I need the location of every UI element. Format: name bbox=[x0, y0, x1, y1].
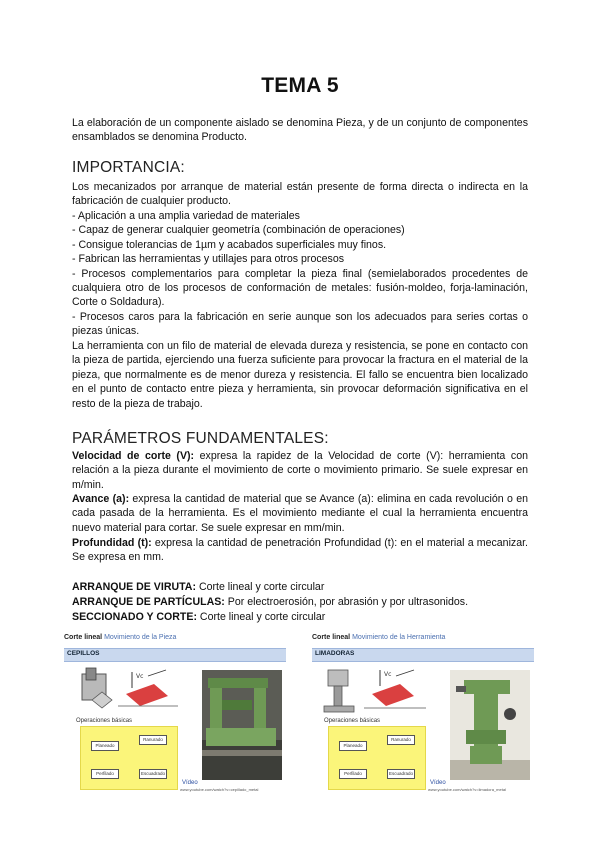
figure-bar bbox=[64, 648, 286, 662]
param-avance bbox=[72, 492, 528, 535]
video-link[interactable]: Vídeo bbox=[182, 780, 198, 786]
figure-cepillos bbox=[64, 634, 286, 794]
tipo-term: ARRANQUE DE VIRUTA: bbox=[72, 581, 196, 593]
list-item: - Fabrican las herramientas y utillajes para otros procesos bbox=[72, 253, 345, 266]
param-velocidad bbox=[72, 449, 528, 492]
cepillo-machine-photo bbox=[202, 670, 282, 780]
tipo-term: SECCIONADO Y CORTE: bbox=[72, 611, 197, 623]
figure-header bbox=[312, 634, 445, 641]
ops-box bbox=[80, 726, 178, 790]
svg-text:Vc: Vc bbox=[384, 671, 392, 678]
importancia-list bbox=[72, 209, 528, 339]
op-thumb: Ranurado bbox=[139, 735, 167, 745]
figure-header-motion: Movimiento de la Herramienta bbox=[352, 634, 446, 641]
op-thumb: Planeado bbox=[91, 741, 119, 751]
ops-label: Operaciones básicas bbox=[324, 718, 381, 724]
importancia-lead: Los mecanizados por arranque de material están presente de forma directa o indirecta en la fabricación de cualquier producto. bbox=[72, 181, 528, 208]
param-avance-term: Avance (a): bbox=[72, 493, 130, 505]
tipo-term: ARRANQUE DE PARTÍCULAS: bbox=[72, 596, 225, 608]
op-thumb: Planeado bbox=[339, 741, 367, 751]
op-thumb: Ranurado bbox=[387, 735, 415, 745]
figure-bar-label: LIMADORAS bbox=[315, 650, 355, 657]
ops-label: Operaciones básicas bbox=[76, 718, 133, 724]
param-profundidad-text: expresa la cantidad de penetración Profundidad (t): en el material a mecanizar. Se expresa en mm. bbox=[72, 537, 528, 564]
figure-header-motion: Movimiento de la Pieza bbox=[104, 634, 177, 641]
param-profundidad bbox=[72, 536, 528, 565]
tipo-seccionado-corte bbox=[72, 610, 528, 625]
list-item: - Procesos caros para la fabricación en serie aunque son los adecuados para series cortas o piezas únicas. bbox=[72, 310, 528, 338]
tipo-arranque-viruta bbox=[72, 580, 528, 595]
tipo-arranque-particulas bbox=[72, 595, 528, 610]
limadora-machine-photo bbox=[450, 670, 530, 780]
figure-header-type: Corte lineal bbox=[64, 634, 103, 641]
section-heading-importancia: IMPORTANCIA: bbox=[72, 159, 185, 176]
tipo-text: Corte lineal y corte circular bbox=[196, 581, 325, 593]
tipo-text: Por electroerosión, por abrasión y por ultrasonidos. bbox=[224, 596, 469, 608]
op-thumb: Perfilado bbox=[339, 769, 367, 779]
tipos-list bbox=[72, 580, 528, 625]
figure-bar bbox=[312, 648, 534, 662]
list-item: - Aplicación a una amplia variedad de materiales bbox=[72, 210, 300, 222]
param-profundidad-term: Profundidad (t): bbox=[72, 537, 152, 549]
svg-text:Vc: Vc bbox=[136, 673, 144, 680]
cepillo-schematic bbox=[78, 666, 188, 716]
video-link[interactable]: Vídeo bbox=[430, 780, 446, 786]
op-thumb: Escuadrado bbox=[387, 769, 415, 779]
figure-header bbox=[64, 634, 176, 641]
page-title: TEMA 5 bbox=[261, 74, 339, 97]
param-velocidad-term: Velocidad de corte (V): bbox=[72, 450, 195, 462]
figure-bar-label: CEPILLOS bbox=[67, 650, 100, 657]
op-thumb: Escuadrado bbox=[139, 769, 167, 779]
param-avance-text: expresa la cantidad de material que se Avance (a): elimina en cada revolución o en cada pasada de la herramienta. Es el movimiento mediante el cual la herramienta encuentra nuevo material para cortar. Se suele expresar en mm/min. bbox=[72, 493, 528, 534]
intro-paragraph: La elaboración de un componente aislado se denomina Pieza, y de un conjunto de componentes ensamblados se denomina Producto. bbox=[72, 117, 528, 144]
section-heading-parametros: PARÁMETROS FUNDAMENTALES: bbox=[72, 430, 329, 447]
figure-url[interactable]: www.youtube.com/watch?v=limadora_metal bbox=[428, 787, 506, 792]
tipo-text: Corte lineal y corte circular bbox=[196, 611, 326, 623]
list-item: - Consigue tolerancias de 1µm y acabados superficiales muy finos. bbox=[72, 238, 387, 251]
importancia-closing: La herramienta con un filo de material de elevada dureza y resistencia, se pone en contacto con la pieza de partida, ejerciendo una fuerza suficiente para provocar la fractura en el material de la pieza, que normalmente es de menor dureza y resistencia. El fallo se encuentra bien localizado en el punto de contacto entre pieza y herramienta, sin provocar deformación significativa en el resto de la pieza de trabajo. bbox=[72, 340, 528, 410]
limadora-schematic bbox=[322, 664, 432, 718]
figure-header-type: Corte lineal bbox=[312, 634, 351, 641]
figure-limadoras bbox=[312, 634, 534, 794]
list-item: - Capaz de generar cualquier geometría (combinación de operaciones) bbox=[72, 224, 405, 237]
op-thumb: Perfilado bbox=[91, 769, 119, 779]
param-velocidad-text: expresa la rapidez de la Velocidad de corte (V): herramienta con relación a la pieza durante el movimiento de corte o movimiento primario. Se suele expresar en m/min. bbox=[72, 450, 528, 491]
figure-url[interactable]: www.youtube.com/watch?v=cepillado_metal bbox=[180, 787, 259, 792]
ops-box bbox=[328, 726, 426, 790]
list-item: - Procesos complementarios para completar la pieza final (semielaborados procedentes de cualquiera otro de los procesos de conformación de metales: fusión-moldeo, forja-laminación, Corte o Soldadura). bbox=[72, 267, 528, 309]
